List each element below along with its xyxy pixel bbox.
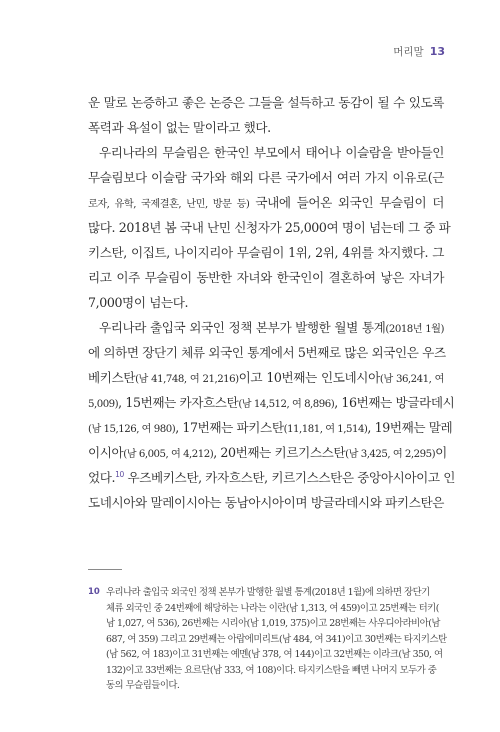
body-line: 이시아(남 6,005, 여 4,212), 20번째는 키르기스스탄(남 3,425, 여 2,295)이 [88,445,447,460]
footnote [88,585,447,694]
footnote-number: 10 [88,587,100,597]
body-line: 리고 이주 무슬림이 동반한 자녀와 한국인이 결혼하여 낳은 자녀가 [88,270,444,285]
body-line: 폭력과 욕설이 없는 말이라고 했다. [88,120,271,135]
body-line: 운 말로 논증하고 좋은 논증은 그들을 설득하고 동감이 될 수 있도록 [88,95,444,110]
footnote-text [106,585,447,694]
paragraph-start-line: 우리나라의 무슬림은 한국인 부모에서 태어나 이슬람을 받아들인 [99,145,444,160]
body-line: 로자, 유학, 국제결혼, 난민, 방문 등) 국내에 들어온 외국인 무슬림이 더 [88,195,444,210]
body-line: 었다.$^{10}$ 우즈베키스탄, 카자흐스탄, 키르기스스탄은 중앙아시아이고 인 [88,469,456,485]
footnote-line: (남 562, 여 183)이고 31번째는 예멘(남 378, 여 144)이고 32번째는 이라크(남 350, 여 [106,649,443,660]
body-line: 7,000명이 넘는다. [88,295,189,310]
section-title: 머리말 [393,46,424,58]
body-line: 무슬림보다 이슬람 국가와 해외 다른 국가에서 여러 가지 이유로(근 [88,170,444,185]
footnote-separator [88,569,122,570]
body-line: 에 의하면 장단기 체류 외국인 통계에서 5번째로 많은 외국인은 우즈 [88,345,446,360]
body-text [88,90,456,515]
body-line: (남 15,126, 여 980), 17번째는 파키스탄(11,181, 여 1,514), 19번째는 말레 [88,420,453,435]
body-line: 베키스탄(남 41,748, 여 21,216)이고 10번째는 인도네시아(남 36,241, 여 [88,370,444,385]
footnote-line: 132)이고 33번째는 요르단(남 333, 여 108)이다. 타지키스탄을 빼면 나머지 모두가 중 [106,664,437,676]
footnote-line: 남 1,027, 여 536), 26번째는 시리아(남 1,019, 375)이고 28번째는 사우디아라비아(남 [106,618,440,629]
footnote-line: 동의 무슬림들이다. [106,680,180,691]
paragraph-start-line: 우리나라 출입국 외국인 정책 본부가 발행한 월별 통계(2018년 1월) [99,320,444,335]
footnote-line: 우리나라 출입국 외국인 정책 본부가 발행한 월별 통계(2018년 1월)에 의하면 장단기 [106,587,430,598]
page-number: 13 [429,45,445,58]
body-line: 많다. 2018년 봄 국내 난민 신청자가 25,000여 명이 넘는데 그 중 파 [88,220,451,235]
footnote-reference[interactable]: 10 [115,469,124,479]
footnote-line: 687, 여 359) 그리고 29번째는 아랍에미리트(남 484, 여 341)이고 30번째는 타지키스탄 [106,633,447,645]
running-head [393,44,445,59]
body-line: 5,009), 15번째는 카자흐스탄(남 14,512, 여 8,896), 16번째는 방글라데시 [88,395,455,410]
body-line: 키스탄, 이집트, 나이지리아 무슬림이 1위, 2위, 4위를 차지했다. 그 [88,245,444,260]
footnote-line: 체류 외국인 중 24번째에 해당하는 나라는 이란(남 1,313, 여 459)이고 25번째는 터키( [106,602,439,614]
body-line: 도네시아와 말레이시아는 동남아시아이며 방글라데시와 파키스탄은 [88,495,444,510]
